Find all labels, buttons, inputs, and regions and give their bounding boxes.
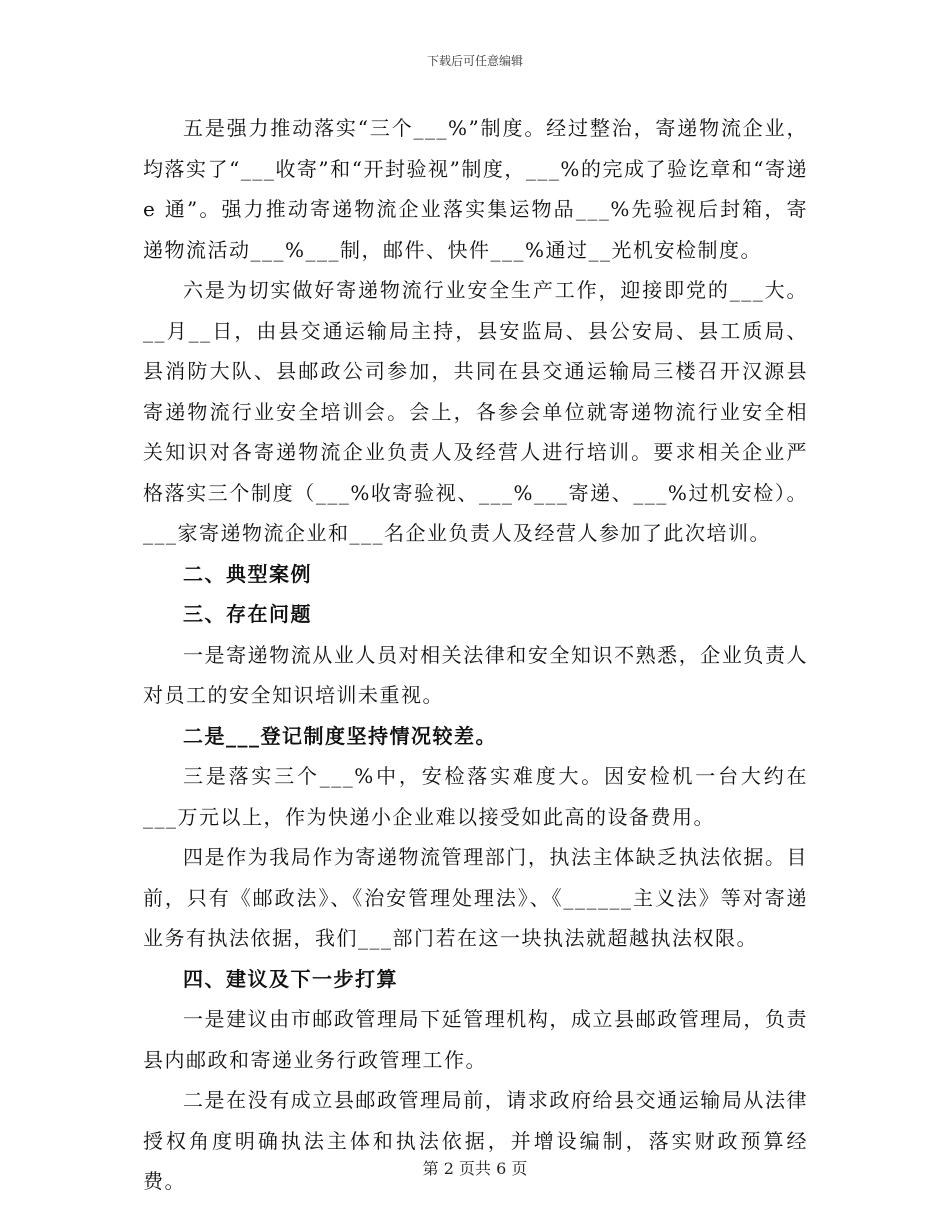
page-header: 下载后可任意编辑: [426, 54, 523, 68]
document-body: [143, 108, 808, 1202]
page-number-footer: 第 2 页共 6 页: [422, 1159, 528, 1178]
section-heading-suggestions: 四、建议及下一步打算: [183, 966, 398, 991]
paragraph-problem-one: 一是寄递物流从业人员对相关法律和安全知识不熟悉，企业负责人对员工的安全知识培训未重视。: [143, 642, 808, 707]
section-heading-typical-cases: 二、典型案例: [183, 561, 312, 586]
paragraph-six-training: 六是为切实做好寄递物流行业安全生产工作，迎接即党的___大。__月__日，由县交通运输局主持，县安监局、县公安局、县工质局、县消防大队、县邮政公司参加，共同在县交通运输局三楼召开汉源县寄递物流行业安全培训会。会上，各参会单位就寄递物流行业安全相关知识对各寄递物流企业负责人及经营人进行培训。要求相关企业严格落实三个制度（___%收寄验视、___%___寄递、___%过机安检）。___家寄递物流企业和___名企业负责人及经营人参加了此次培训。: [143, 278, 808, 545]
paragraph-problem-three: 三是落实三个___%中，安检落实难度大。因安检机一台大约在___万元以上，作为快递小企业难以接受如此高的设备费用。: [143, 764, 808, 829]
paragraph-problem-two: 二是___登记制度坚持情况较差。: [183, 723, 497, 748]
paragraph-suggestion-one: 一是建议由市邮政管理局下延管理机构，成立县邮政管理局，负责县内邮政和寄递业务行政管理工作。: [143, 1007, 808, 1072]
paragraph-five-enforcement: 五是强力推动落实“三个___%”制度。经过整治，寄递物流企业，均落实了“___收寄”和“开封验视”制度，___%的完成了验讫章和“寄递 e 通”。强力推动寄递物流企业落实集运物品___%先验视后封箱，寄递物流活动___%___制，邮件、快件___%通过__光机安检制度。: [143, 116, 808, 262]
section-heading-problems: 三、存在问题: [183, 602, 312, 626]
paragraph-suggestion-two: 二是在没有成立县邮政管理局前，请求政府给县交通运输局从法律授权角度明确执法主体和执法依据，并增设编制，落实财政预算经费。: [143, 1088, 808, 1193]
paragraph-problem-four: 四是作为我局作为寄递物流管理部门，执法主体缺乏执法依据。目前，只有《邮政法》、《治安管理处理法》、《______主义法》等对寄递业务有执法依据，我们___部门若在这一块执法就超越执法权限。: [143, 845, 808, 950]
